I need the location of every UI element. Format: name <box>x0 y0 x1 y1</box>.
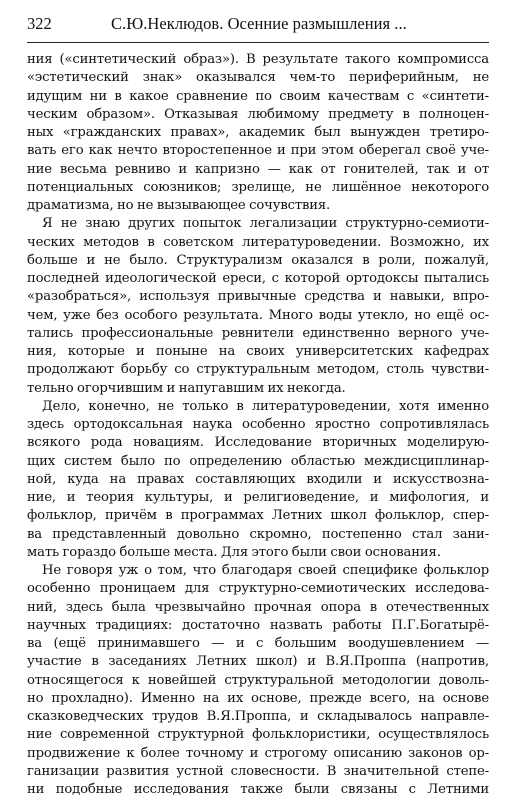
text-line: «эстетический знак» оказывался чем-то периферийным, не <box>27 70 489 86</box>
text-line: фольклор, причём в программах Летних школ фольклор, спер- <box>27 508 489 524</box>
text-line: сказковедческих трудов В.Я.Проппа, и складывалось направле- <box>27 709 489 724</box>
text-line: ва представленный довольно скромно, постепенно стал зани- <box>27 526 489 542</box>
text-line: больше и не было. Структурализм оказался в роли, пожалуй, <box>27 252 489 268</box>
text-line: относящегося к новейшей структуральной методологии доволь- <box>27 672 489 688</box>
text-line: особенно проницаем для структурно-семиотических исследова- <box>27 581 489 597</box>
text-line: участие в заседаниях Летних школ) и В.Я.Проппа (напротив, <box>27 654 489 670</box>
text-line: Я не знаю других попыток легализации структурно-семиоти- <box>42 216 489 232</box>
text-line: Дело, конечно, не только в литературоведении, хотя именно <box>42 398 489 414</box>
text-line: ни подобные исследования также были связаны с Летними <box>27 782 489 797</box>
text-line: продолжают борьбу со структуральным методом, столь чувстви- <box>27 362 489 378</box>
text-line: тельно огорчившим и напугавшим их некогда. <box>27 380 346 396</box>
text-line: научных традициях: достаточно назвать работы П.Г.Богатырё- <box>27 617 489 633</box>
paragraph <box>27 562 489 799</box>
text-line: щих систем было по определению областью междисциплинар- <box>27 453 489 469</box>
text-line: ганизации развития устной словесности. В значительной степе- <box>27 763 489 779</box>
text-line: здесь ортодоксальная наука особенно яростно сопротивлялась <box>27 417 489 432</box>
page-number: 322 <box>27 14 52 33</box>
text-line: ва (ещё принимавшего — и с большим воодушевлением — <box>27 636 489 651</box>
text-line: ние весьма ревниво и капризно — как от гонителей, так и от <box>27 161 489 177</box>
text-line: всякого рода новациям. Исследование вторичных моделирую- <box>27 435 489 451</box>
text-line: мать гораздо больше места. Для этого были свои основания. <box>27 544 441 560</box>
paragraph <box>27 398 489 562</box>
text-line: ний, здесь была чрезвычайно прочная опора в отечественных <box>27 599 489 615</box>
body-text <box>27 51 489 799</box>
text-line: ния, которые и поныне на своих университетских кафедрах <box>27 344 489 359</box>
header-rule <box>27 42 489 43</box>
text-line: ния («синтетический образ»). В результате такого компромисса <box>27 52 489 67</box>
text-line: ние современной структурной фольклористики, осуществлялось <box>27 727 489 743</box>
text-line: последней идеологической ереси, с которой ортодоксы пытались <box>27 271 489 286</box>
text-line: но прохладно). Именно на их основе, прежде всего, на основе <box>27 690 489 706</box>
text-line: ных «гражданских правах», академик был вынужден третиро- <box>27 125 489 140</box>
text-line: тались профессиональные ревнители единственно верного уче- <box>27 325 489 341</box>
running-title: С.Ю.Неклюдов. Осенние размышления ... <box>111 14 407 33</box>
text-line: продвижение к более точному и строгому описанию законов ор- <box>27 745 489 761</box>
text-line: идущим ни в какое сравнение по своим качествам с «синтети- <box>27 88 489 104</box>
text-line: драматизма, но не вызывающее сочувствия. <box>27 198 331 213</box>
text-line: ческим образом». Отказывая любимому предмету в полноцен- <box>27 106 489 122</box>
text-line: ной, куда на правах составляющих входили и искусствозна- <box>27 471 489 487</box>
text-line: потенциальных союзников; зрелище, не лишённое некоторого <box>27 179 489 195</box>
text-line: «разобраться», используя привычные средства и навыки, впро- <box>27 289 489 305</box>
paragraph <box>27 51 489 215</box>
text-line: Не говоря уж о том, что благодаря своей специфике фольклор <box>42 563 489 578</box>
page-header <box>27 14 489 38</box>
text-line: вать его как нечто второстепенное и при этом оберегал своё уче- <box>27 143 489 159</box>
text-line: ние, и теория культуры, и религиоведение, и мифология, и <box>27 490 489 505</box>
paragraph <box>27 215 489 398</box>
text-line: ческих методов в советском литературоведении. Возможно, их <box>27 234 489 250</box>
text-line: чем, уже без особого результата. Много воды утекло, но ещё ос- <box>27 307 489 323</box>
book-page <box>27 14 489 799</box>
